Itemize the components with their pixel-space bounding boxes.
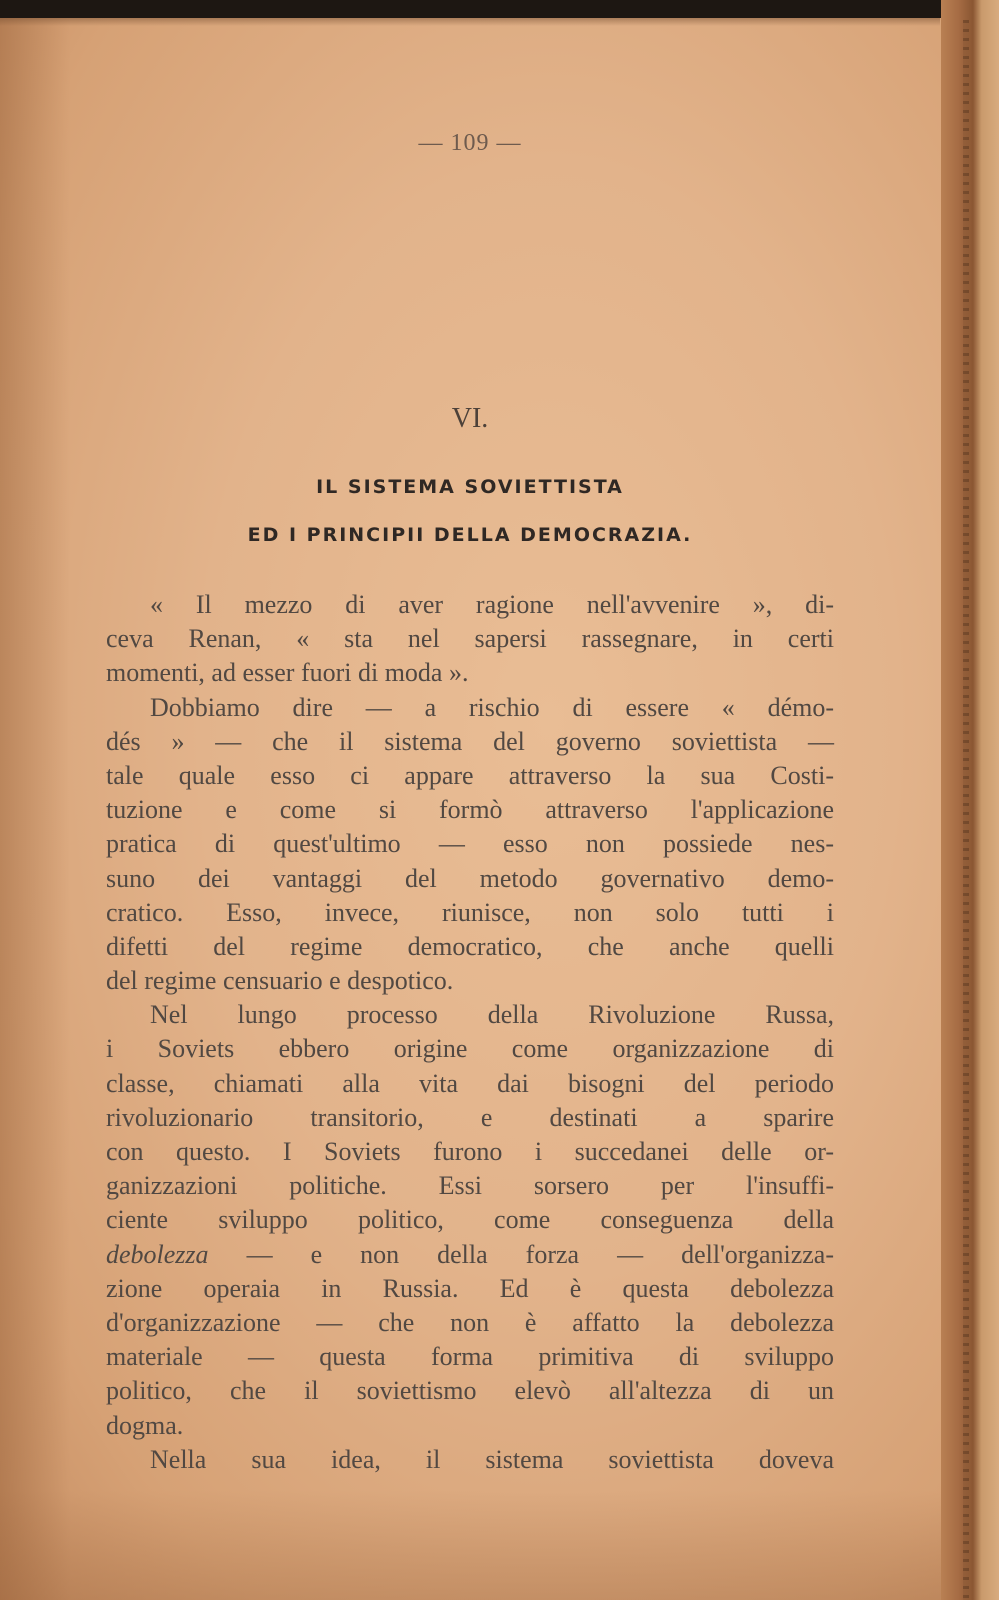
page-bottom-shadow <box>0 1490 999 1600</box>
text-line: ciente sviluppo politico, come conseguenza della <box>106 1205 834 1235</box>
page-gutter-shadow <box>0 0 70 1600</box>
text-line: pratica di quest'ultimo — esso non possiede nes- <box>106 829 834 859</box>
scan-top-border <box>0 0 999 18</box>
text-line: suno dei vantaggi del metodo governativo demo- <box>106 863 834 893</box>
text-line: Dobbiamo dire — a rischio di essere « démo- <box>150 692 834 722</box>
text-line: Nel lungo processo della Rivoluzione Russa, <box>150 1000 834 1030</box>
text-line: dogma. <box>106 1410 184 1440</box>
text-line: rivoluzionario transitorio, e destinati a sparire <box>106 1102 834 1132</box>
chapter-number: VI. <box>451 403 489 434</box>
text-line: con questo. I Soviets furono i succedanei delle or- <box>106 1137 834 1166</box>
text-line: politico, che il soviettismo elevò all'altezza di un <box>106 1376 834 1406</box>
text-line: del regime censuario e despotico. <box>106 966 454 996</box>
text-line: ganizzazioni politiche. Essi sorsero per l'insuffi- <box>106 1171 834 1201</box>
page-top-edge <box>0 18 940 26</box>
text-line: zione operaia in Russia. Ed è questa debolezza <box>106 1273 834 1303</box>
book-fore-edge <box>941 0 999 1600</box>
italic-word: debolezza <box>106 1239 209 1269</box>
text-line: dés » — che il sistema del governo soviettista — <box>106 726 834 756</box>
text-line: cratico. Esso, invece, riunisce, non solo tutti i <box>106 897 834 927</box>
text-line: Nella sua idea, il sistema soviettista doveva <box>150 1444 834 1474</box>
chapter-title-line-2: ED I PRINCIPII DELLA DEMOCRAZIA. <box>247 524 693 546</box>
text-line: difetti del regime democratico, che anche quelli <box>106 931 834 961</box>
text-line: d'organizzazione — che non è affatto la debolezza <box>106 1307 834 1337</box>
text-line: tuzione e come si formò attraverso l'applicazione <box>106 795 834 825</box>
text-line: « Il mezzo di aver ragione nell'avvenire », di- <box>150 590 834 619</box>
text-line-rest: — e non della forza — dell'organizza- <box>246 1239 834 1269</box>
text-line: momenti, ad esser fuori di moda ». <box>106 658 469 688</box>
text-line: materiale — questa forma primitiva di sviluppo <box>106 1342 834 1372</box>
page-number: — 109 — <box>418 130 522 156</box>
body-text <box>106 588 834 1477</box>
text-line: classe, chiamati alla vita dai bisogni del periodo <box>106 1068 834 1098</box>
book-page-stack <box>963 20 969 1600</box>
text-line: ceva Renan, « sta nel sapersi rassegnare, in certi <box>106 624 834 654</box>
text-line: i Soviets ebbero origine come organizzazione di <box>106 1034 834 1064</box>
text-line: tale quale esso ci appare attraverso la sua Costi- <box>106 760 834 790</box>
text-line-with-italic <box>106 1238 834 1272</box>
chapter-title-line-1: IL SISTEMA SOVIETTISTA <box>316 476 624 498</box>
